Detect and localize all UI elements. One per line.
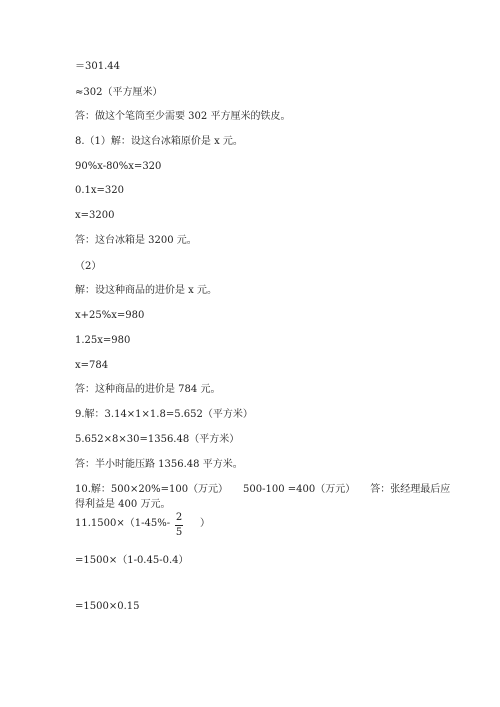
line-11: x+25%x=980 bbox=[75, 310, 145, 321]
line-15: 9.解：3.14×1×1.8=5.652（平方米） bbox=[75, 409, 253, 420]
line-21: =1500×0.15 bbox=[75, 601, 140, 612]
line-8: 答：这台冰箱是 3200 元。 bbox=[75, 235, 197, 246]
line-19: 得利益是 400 万元。 bbox=[75, 499, 171, 510]
line-12: 1.25x=980 bbox=[75, 335, 131, 346]
line-7: x=3200 bbox=[75, 210, 115, 221]
q11-fraction-denominator: 5 bbox=[175, 527, 183, 538]
line-1: ＝301.44 bbox=[75, 61, 120, 72]
line-18: 10.解：500×20%=100（万元） 500-100 =400（万元） 答：张经理最后应 bbox=[75, 484, 451, 495]
line-6: 0.1x=320 bbox=[75, 185, 125, 196]
line-3: 答：做这个笔筒至少需要 302 平方厘米的铁皮。 bbox=[75, 111, 291, 122]
line-17: 答：半小时能压路 1356.48 平方米。 bbox=[75, 459, 243, 470]
line-2: ≈302（平方厘米） bbox=[75, 87, 163, 98]
line-16: 5.652×8×30=1356.48（平方米） bbox=[75, 434, 240, 445]
line-20: =1500×（1-0.45-0.4） bbox=[75, 555, 189, 566]
line-5: 90%x-80%x=320 bbox=[75, 161, 162, 172]
q11-suffix: ） bbox=[200, 518, 210, 529]
line-4: 8.（1）解：设这台冰箱原价是 x 元。 bbox=[75, 136, 243, 147]
line-14: 答：这种商品的进价是 784 元。 bbox=[75, 384, 221, 395]
q11-fraction-numerator: 2 bbox=[175, 512, 183, 523]
line-9: （2） bbox=[75, 261, 102, 272]
q11-prefix: 11.1500×（1-45%- bbox=[75, 518, 171, 529]
q11-fraction-bar bbox=[175, 525, 183, 526]
line-13: x=784 bbox=[75, 360, 109, 371]
line-10: 解：设这种商品的进价是 x 元。 bbox=[75, 285, 217, 296]
